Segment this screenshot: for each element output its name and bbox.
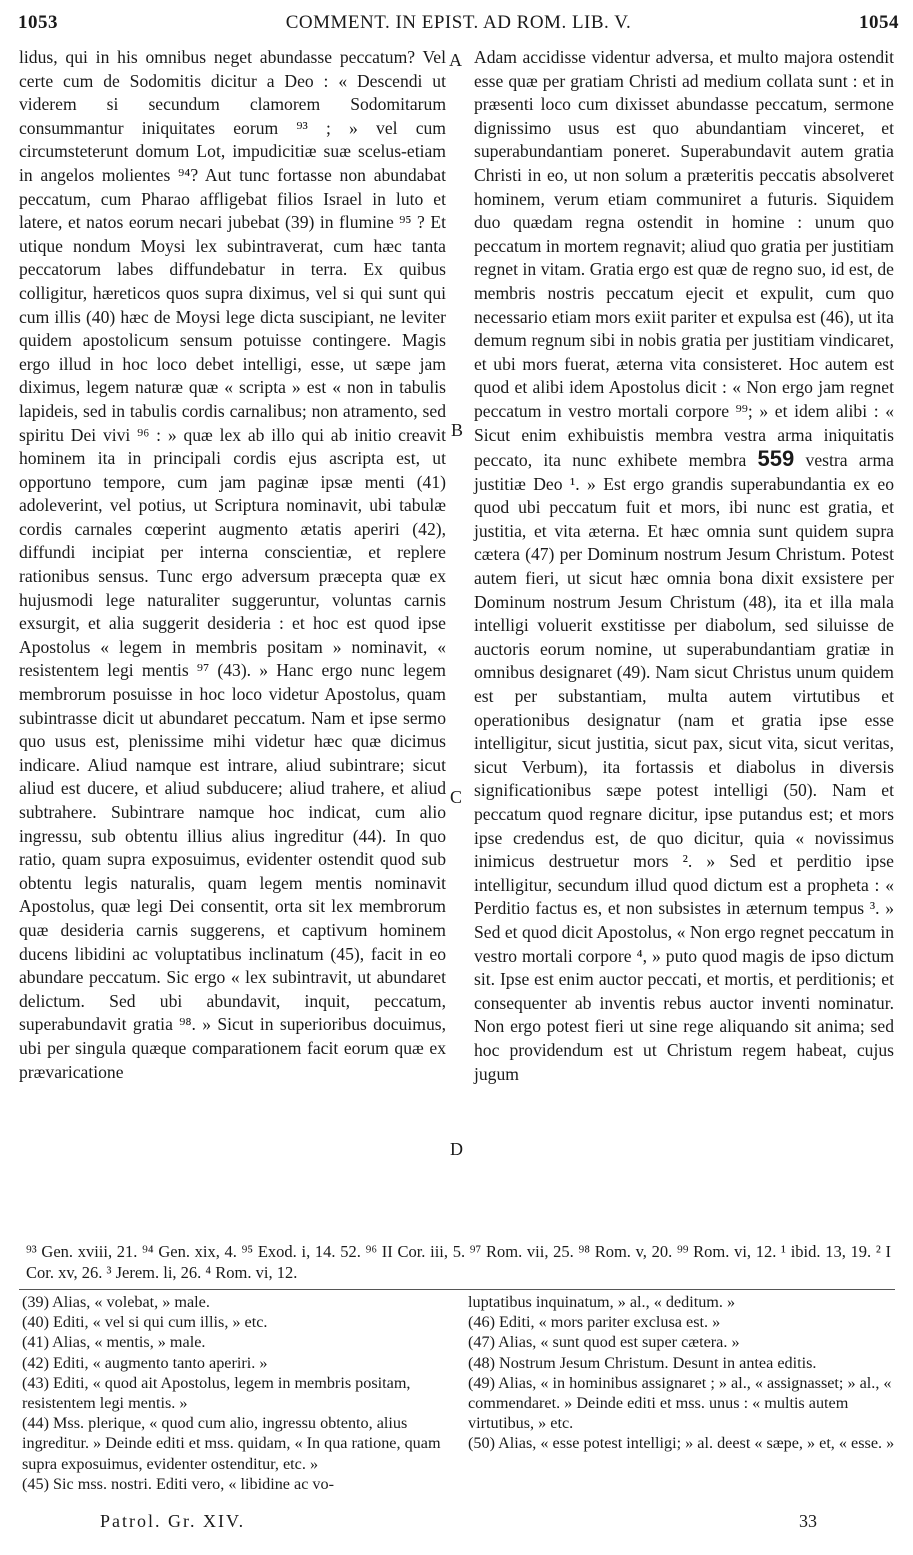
note: (46) Editi, « mors pariter exclusa est. » — [468, 1313, 721, 1332]
left-column-text: lidus, qui in his omnibus neget abundasse peccatum? Vel certe cum de Sodomitis dicitur a Deo : « Descendi ut viderem si secundum clamorem Sodomitarum consummantur iniquitates eorum ⁹³ ; » vel cum circumsteterunt domum Lot, impudicitiæ suæ scelus-etiam in angelos molientes ⁹⁴? Aut tunc fortasse non abundabat peccatum, cum Pharao affligebat filios Israel in luto et latere, et natos eorum necari jubebat (39) in flumine ⁹⁵ ? Et utique nondum Moysi lex subintraverat, cum hæc tanta peccatorum labes diffundebatur in terra. Ex quibus colligitur, hæreticos quos supra diximus, vel si qui sunt qui cum illis (40) hæc de Moysi lege dicta suscipiant, ne leviter quidem apostolicum sensum potuisse contingere. Magis ergo illud in hoc loco debet intelligi, esse, ut sæpe jam diximus, legem naturæ quæ « scripta » est « non in tabulis lapideis, sed in tabulis cordis carnalibus; non atramento, sed spiritu Dei vivi ⁹⁶ : » quæ lex ab illo qui ab initio creavit hominem ita in principali cordis ejus ascripta est, ut opportuno tempore, cum jam paginæ ipsæ menti (41) adoleverint, vel potius, ut Scriptura nominavit, ubi tabulæ cordis carnales cœperint augmento ætatis aperiri (42), diffundi incipiat per interna conscientiæ, et replere rationibus sensus. Tunc ergo adversum præcepta quæ ex hujusmodi lege naturaliter suggeruntur, voluntas carnis exsurgit, et alia suggerit desideria : et hoc est quod ipse Apostolus « legem in membris positam » nominavit, « resistentem legi mentis ⁹⁷ (43). » Hanc ergo nunc legem membrorum posuisse in hoc loco videtur Apostolus, quam subintrasse dicit ut abundaret peccatum. Nam et ipse sermo quo usus est, plenissime mihi videtur hæc quæ dicimus indicare. Aliud namque est intrare, aliud subintrare; sicut aliud est ducere, et aliud subducere; aliud trahere, et aliud subtrahere. Subintrare namque hoc indicat, cum alio ingressu, sub obtentu illius alius ingreditur (44). In quo ratio, quam supra exposuimus, evidenter ostendit quod sub obtentu legis naturalis, quam legem mentis nominavit Apostolus, quæ legi Dei consentit, orta sit lex membrorum quæ desideria carnis suggerens, et captivum hominem ducens libidini ac voluptatibus inclinatum (45), facit in eo abundare peccatum. Sic ergo « lex subintravit, ut abundaret delictum. Sed ubi abundavit, inquit, peccatum, superabundavit gratia ⁹⁸. » Sicut in superioribus docuimus, ubi per singula quæque comparationem facit eorum quæ ex prævaricatione — [19, 47, 446, 1082]
right-column-text — [474, 46, 894, 1086]
note: luptatibus inquinatum, » al., « deditum. » — [468, 1293, 736, 1311]
left-column — [19, 46, 446, 1084]
margin-letter-b: B — [451, 420, 464, 440]
margin-letter-a: A — [449, 50, 462, 70]
page-header — [18, 12, 899, 38]
note: (39) Alias, « volebat, » male. — [22, 1293, 210, 1311]
right-column — [474, 46, 894, 1086]
right-column-text-b: vestra arma justitiæ Deo ¹. » Est ergo grandis superabundantia ex eo quod ubi peccatum fuit et mors, ibi nunc est gratia, et justitia, et vita æterna. Et hæc omnia sunt quidem supra cætera (47) per Dominum nostrum Jesum Christum. Potest autem fieri, ut sicut hæc omnia bona dixit exsistere per Dominum nostrum Jesum Christum (48), ita et illa mala intelligi voluerit exstitisse per diabolum, sed siluisse de auctoris eorum nomine, ut superabundantiam gratiæ in omnibus designaret (49). Nam sicut Christus unum quidem est per substantiam, multa autem virtutibus et operationibus designatur (nam et gratia ipse esse intelligitur, sicut justitia, sicut pax, sicut vita, sicut veritas, sicut Verbum), ita fortassis et diabolus in diversis significationibus sæpe potest intelligi (50). Nam et peccatum quod regnare dicitur, ipse putandus est; et mors ipse credendus est, de quo dicitur, quia « novissimus inimicus destruetur mors ². » Sed et perditio ipse intelligitur, secundum illud quod dictum est a propheta : « Perditio factus es, et non subsistes in æternum tempus ³. » Sed et quod dicit Apostolus, « Non ergo regnet peccatum in vestro mortali corpore ⁴, » puto quod magis de ipso dictum sit. Ipse est enim auctor peccati, et mortis, et perditionis; et consequenter ab inventis rebus auctor inventi nominatur. Non ergo potest fieri ut sine rege aliquando sit anima; sed hoc providendum est ut Christum regem habeat, cujus jugum — [474, 450, 894, 1084]
right-column-text-a: Adam accidisse videntur adversa, et multo majora ostendit esse quæ per gratiam Christi ad medium collata sunt : et in præsenti loco cum dixisset abundasse peccatum, sermone dignissimo usus est quo abundantiam vinceret, et superabundantiam poneret. Superabundavit autem gratia Christi in eo, ut non solum a præteritis peccatis absolveret hominem, verum etiam communiret a futuris. Siquidem duo quædam regna ostendit in homine : unum quo peccatum in mortem regnavit; aliud quo gratia per justitiam regnet in vitam. Gratia ergo est quæ de regno suo, id est, de membris nostris peccatum ejecit et expulit, cum quo necessario etiam mors exiit pariter et expulsa est (46), ut ita demum regnum sibi in nobis gratia per justitiam vindicaret, et ubi mors fuerat, æterna vita consisteret. Hoc autem est quod et alibi idem Apostolus dicit : « Non ergo jam regnet peccatum in vestro mortali corpore ⁹⁹; » et idem alibi : « Sicut enim exhibuistis membra vestra arma iniquitatis peccato, ita nunc exhibete membra — [474, 47, 894, 471]
note: (47) Alias, « sunt quod est super cætera. » — [468, 1333, 740, 1352]
note: (48) Nostrum Jesum Christum. Desunt in antea editis. — [468, 1353, 817, 1372]
footer-source: Patrol. Gr. XIV. — [100, 1511, 246, 1531]
column-number: 559 — [757, 446, 795, 472]
note: (49) Alias, « in hominibus assignaret ; » al., « assignasset; » al., « commendaret. » Deinde editi et mss. unus : « multis autem virtutibus, » etc. — [468, 1373, 892, 1433]
margin-letter-c: C — [450, 787, 463, 807]
scripture-references: ⁹³ Gen. xviii, 21. ⁹⁴ Gen. xix, 4. ⁹⁵ Exod. i, 14. 52. ⁹⁶ II Cor. iii, 5. ⁹⁷ Rom. vii, 25. ⁹⁸ Rom. v, 20. ⁹⁹ Rom. vi, 12. ¹ ibid. 13, 19. ² I Cor. xv, 26. ³ Jerem. li, 26. ⁴ Rom. vi, 12. — [26, 1242, 891, 1282]
page-number-right: 1054 — [859, 12, 899, 33]
note: (40) Editi, « vel si qui cum illis, » etc. — [22, 1313, 268, 1332]
note: (41) Alias, « mentis, » male. — [22, 1333, 206, 1352]
notes-divider — [19, 1289, 895, 1290]
note: (45) Sic mss. nostri. Editi vero, « libidine ac vo- — [22, 1474, 335, 1493]
margin-letter-d: D — [450, 1139, 463, 1159]
notes-left — [22, 1292, 444, 1494]
note: (44) Mss. plerique, « quod cum alio, ingressu obtento, alius ingreditur. » Deinde editi et mss. quidam, « In qua ratione, quam supra exposuimus, evidenter ostenditur, etc. » — [22, 1414, 441, 1473]
notes-right — [468, 1292, 898, 1454]
note: (43) Editi, « quod ait Apostolus, legem in membris positam, resistentem legi mentis. » — [22, 1373, 411, 1413]
page-number-left: 1053 — [18, 12, 58, 33]
running-title: COMMENT. IN EPIST. AD ROM. LIB. V. — [285, 12, 632, 33]
footer-signature: 33 — [799, 1511, 817, 1531]
note: (42) Editi, « augmento tanto aperiri. » — [22, 1353, 268, 1372]
note: (50) Alias, « esse potest intelligi; » al. deest « sæpe, » et, « esse. » — [468, 1434, 895, 1453]
